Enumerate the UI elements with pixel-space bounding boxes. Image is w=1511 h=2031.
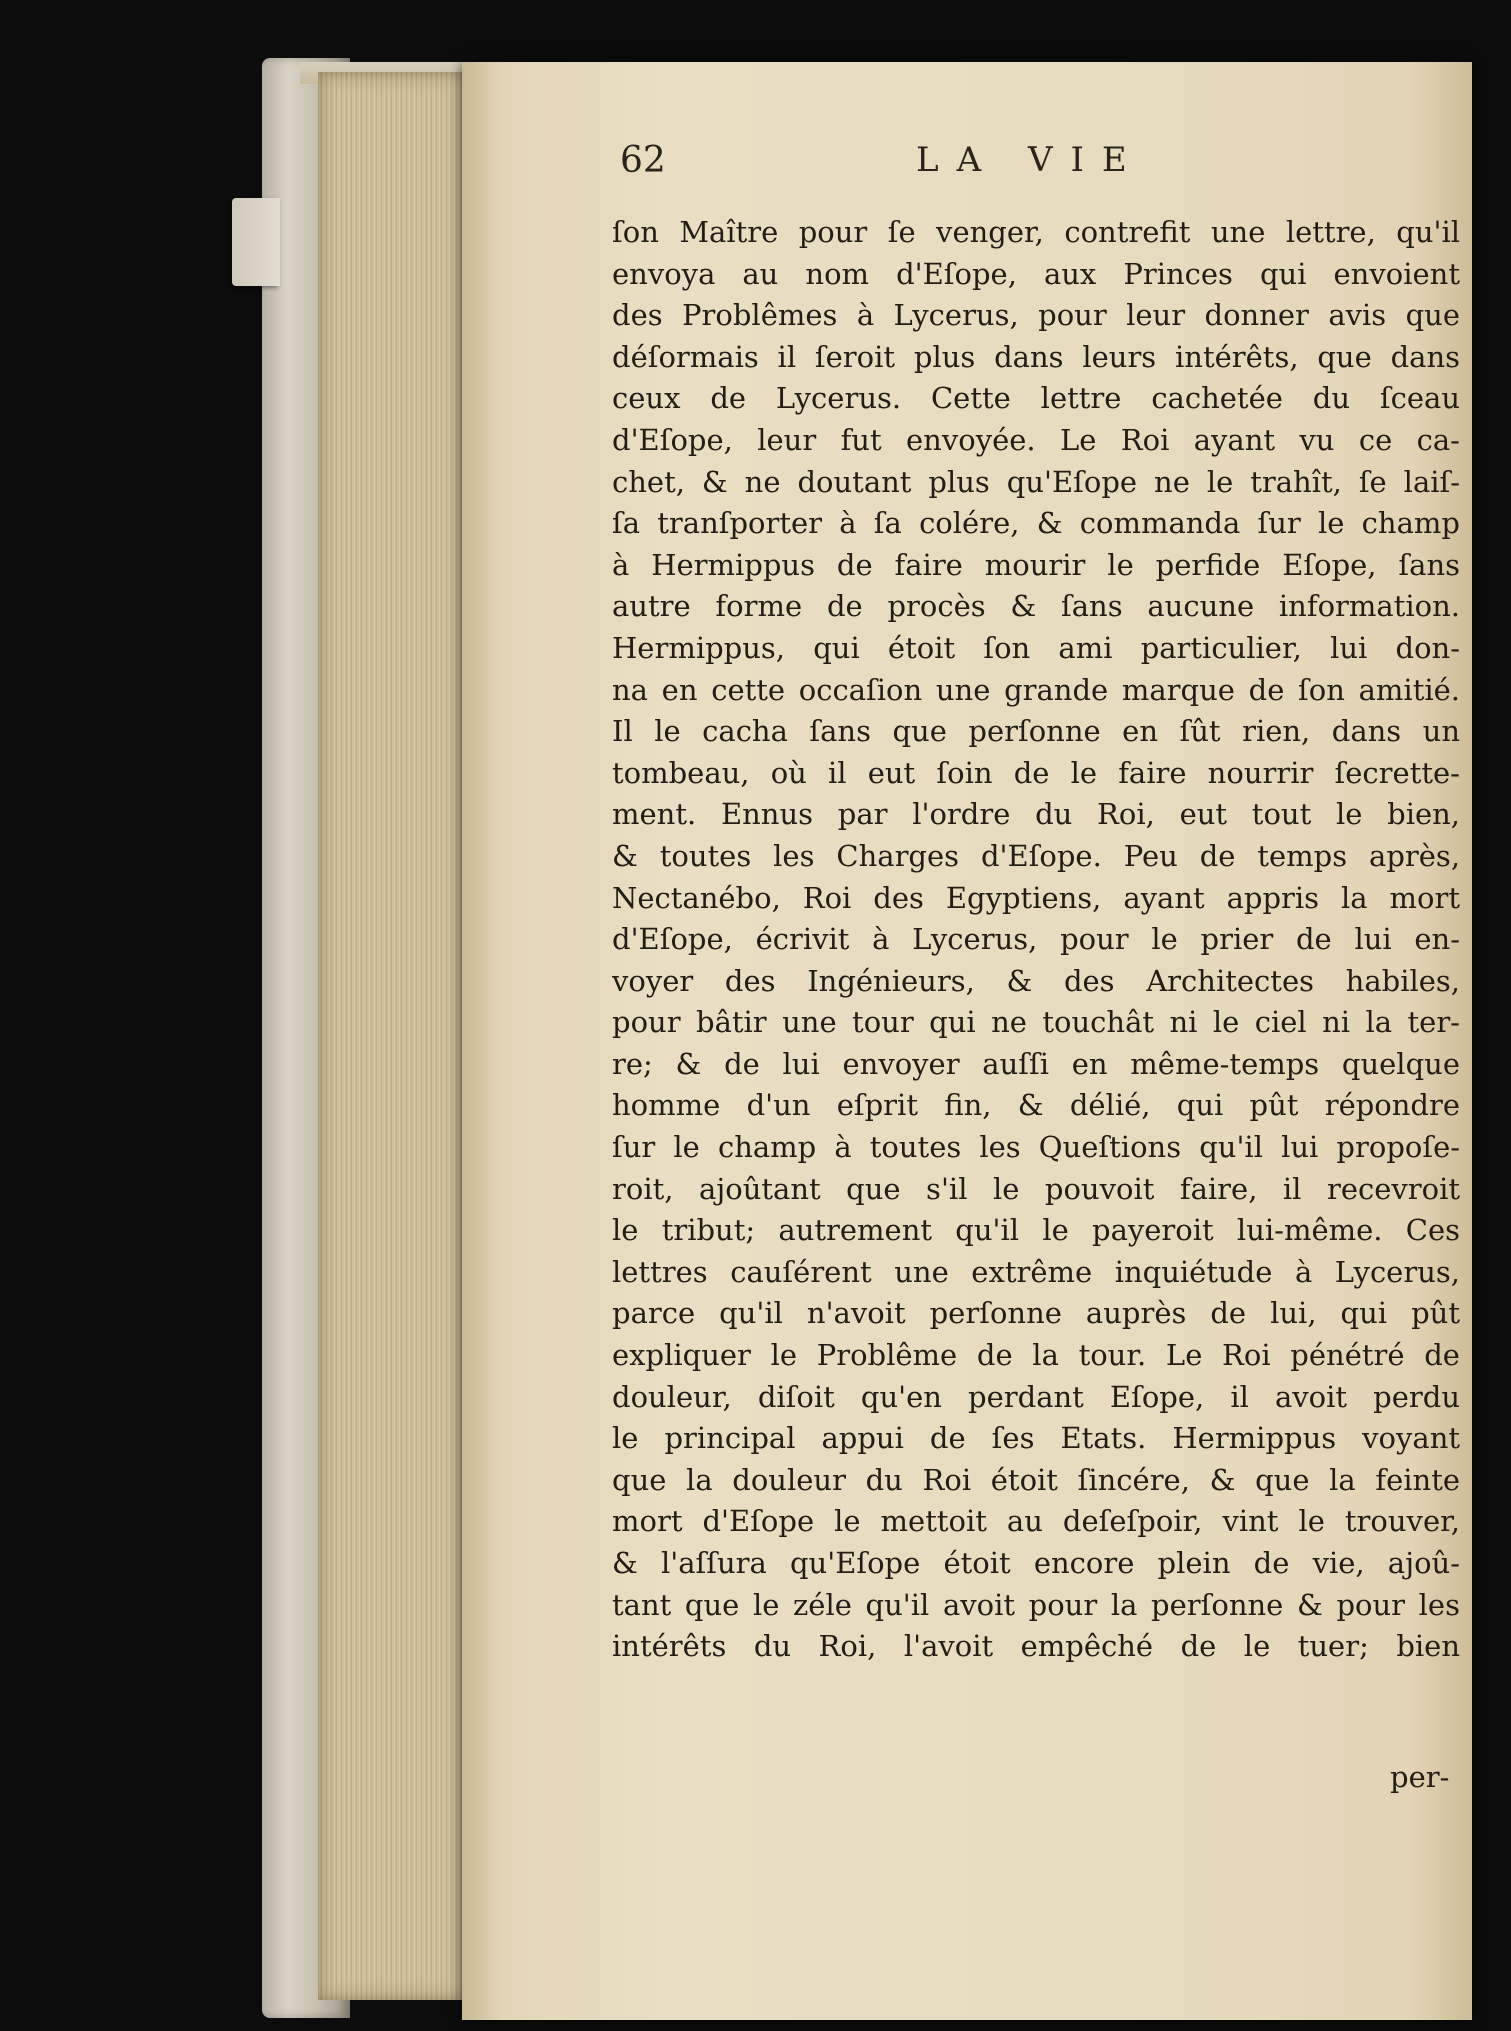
text-line: envoya au nom d'Eſope, aux Princes qui envoient <box>612 256 1460 291</box>
body-text <box>612 212 1460 1668</box>
text-line: homme d'un eſprit fin, & délié, qui pût répondre <box>612 1088 1460 1123</box>
text-line: à Hermippus de faire mourir le perfide Eſope, ſans <box>612 547 1460 582</box>
text-line: mort d'Eſope le mettoit au deſeſpoir, vint le trouver, <box>612 1504 1460 1539</box>
running-title: LA VIE <box>916 140 1145 180</box>
text-line: Il le cacha ſans que perſonne en ſût rien, dans un <box>612 714 1460 749</box>
text-line: Nectanébo, Roi des Egyptiens, ayant appris la mort <box>612 880 1460 915</box>
text-line: pour bâtir une tour qui ne touchât ni le ciel ni la ter- <box>612 1005 1460 1040</box>
text-line: intérêts du Roi, l'avoit empêché de le tuer; bien <box>612 1629 1460 1664</box>
text-line: & l'aſſura qu'Eſope étoit encore plein de vie, ajoû- <box>612 1546 1460 1580</box>
binding-clasp-tab <box>232 198 280 286</box>
text-line: voyer des Ingénieurs, & des Architectes habiles, <box>612 963 1460 998</box>
text-line: ſur le champ à toutes les Queſtions qu'il lui propoſe- <box>612 1130 1460 1165</box>
catchword: per- <box>1390 1760 1450 1794</box>
text-line: tombeau, où il eut ſoin de le faire nourrir ſecrette- <box>612 755 1460 790</box>
text-line: chet, & ne doutant plus qu'Eſope ne le trahît, ſe laiſ- <box>612 464 1460 499</box>
text-line: expliquer le Problême de la tour. Le Roi pénétré de <box>612 1338 1460 1373</box>
text-line: d'Eſope, leur fut envoyée. Le Roi ayant vu ce ca- <box>612 422 1460 457</box>
text-line: le tribut; autrement qu'il le payeroit lui-même. Ces <box>612 1213 1460 1248</box>
text-line: d'Eſope, écrivit à Lycerus, pour le prier de lui en- <box>612 922 1460 957</box>
text-line: des Problêmes à Lycerus, pour leur donner avis que <box>612 298 1460 333</box>
text-line: roit, ajoûtant que s'il le pouvoit faire, il recevroit <box>612 1171 1460 1206</box>
text-line: lettres cauſérent une extrême inquiétude à Lycerus, <box>612 1254 1460 1289</box>
text-line: na en cette occaſion une grande marque de ſon amitié. <box>612 672 1460 707</box>
text-line: douleur, diſoit qu'en perdant Eſope, il avoit perdu <box>612 1379 1460 1414</box>
page-number: 62 <box>620 140 666 181</box>
page-edges-stack <box>318 72 466 2000</box>
text-line: autre forme de procès & ſans aucune information. <box>612 589 1460 624</box>
text-line: parce qu'il n'avoit perſonne auprès de lui, qui pût <box>612 1296 1460 1331</box>
text-line: tant que le zéle qu'il avoit pour la perſonne & pour les <box>612 1587 1460 1622</box>
text-line: ſa tranſporter à ſa colére, & commanda ſur le champ <box>612 506 1460 541</box>
text-line: le principal appui de ſes Etats. Hermippus voyant <box>612 1421 1460 1456</box>
text-line: que la douleur du Roi étoit ſincére, & que la feinte <box>612 1462 1460 1497</box>
text-line: & toutes les Charges d'Eſope. Peu de temps après, <box>612 838 1460 873</box>
text-line: ment. Ennus par l'ordre du Roi, eut tout le bien, <box>612 797 1460 832</box>
text-line: re; & de lui envoyer auſſi en même-temps quelque <box>612 1046 1460 1081</box>
running-head <box>620 140 1180 190</box>
text-line: Hermippus, qui étoit ſon ami particulier, lui don- <box>612 630 1460 665</box>
text-line: ceux de Lycerus. Cette lettre cachetée du ſceau <box>612 381 1460 416</box>
text-line: ſon Maître pour ſe venger, contrefit une lettre, qu'il <box>612 215 1460 249</box>
text-line: déſormais il ſeroit plus dans leurs intérêts, que dans <box>612 339 1460 374</box>
